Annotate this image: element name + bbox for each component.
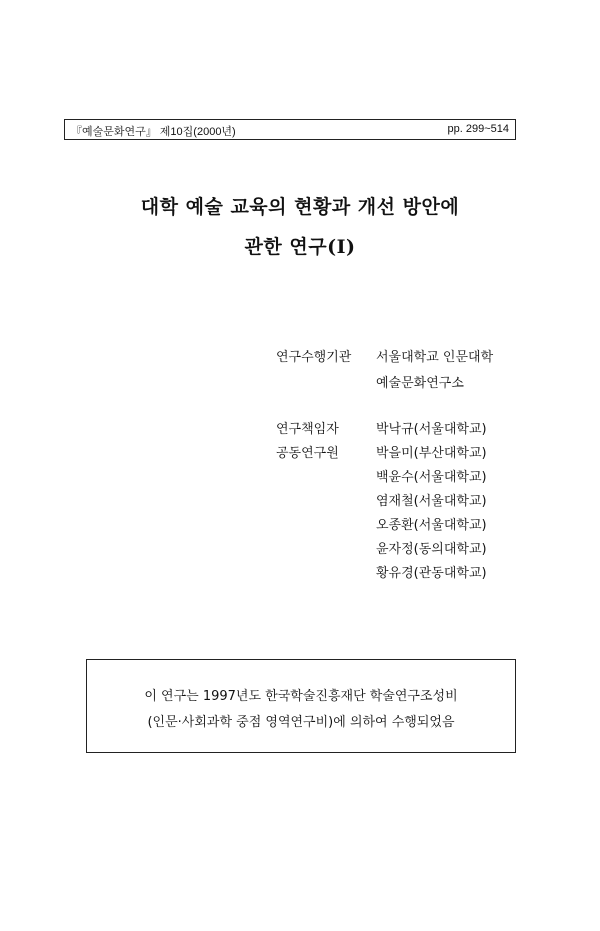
researcher-name: 오종환(서울대학교) (376, 518, 487, 533)
journal-header (64, 119, 516, 140)
lead-researcher-label: 연구책임자 (276, 422, 339, 437)
researcher-name: 백윤수(서울대학교) (376, 470, 487, 485)
journal-citation: 『예술문화연구』 제10집(2000년) (71, 126, 236, 138)
researcher-name: 윤자정(동의대학교) (376, 542, 487, 557)
co-researcher-label: 공동연구원 (276, 446, 339, 461)
institution-line-2: 예술문화연구소 (376, 376, 464, 391)
title-line-2: 관한 연구(I) (244, 236, 356, 258)
researcher-name: 염재철(서울대학교) (376, 494, 487, 509)
funding-notice-line-2: (인문·사회과학 중점 영역연구비)에 의하여 수행되었음 (147, 715, 455, 730)
institution-line-1: 서울대학교 인문대학 (376, 350, 494, 365)
page-range: pp. 299~514 (447, 123, 509, 135)
funding-notice-box (86, 659, 516, 753)
institution-label: 연구수행기관 (276, 350, 352, 365)
researcher-name: 박을미(부산대학교) (376, 446, 487, 461)
researcher-name: 황유경(관동대학교) (376, 566, 487, 581)
researcher-name: 박낙규(서울대학교) (376, 422, 487, 437)
funding-notice-line-1: 이 연구는 1997년도 한국학술진흥재단 학술연구조성비 (144, 689, 458, 704)
title-line-1: 대학 예술 교육의 현황과 개선 방안에 (140, 196, 460, 218)
